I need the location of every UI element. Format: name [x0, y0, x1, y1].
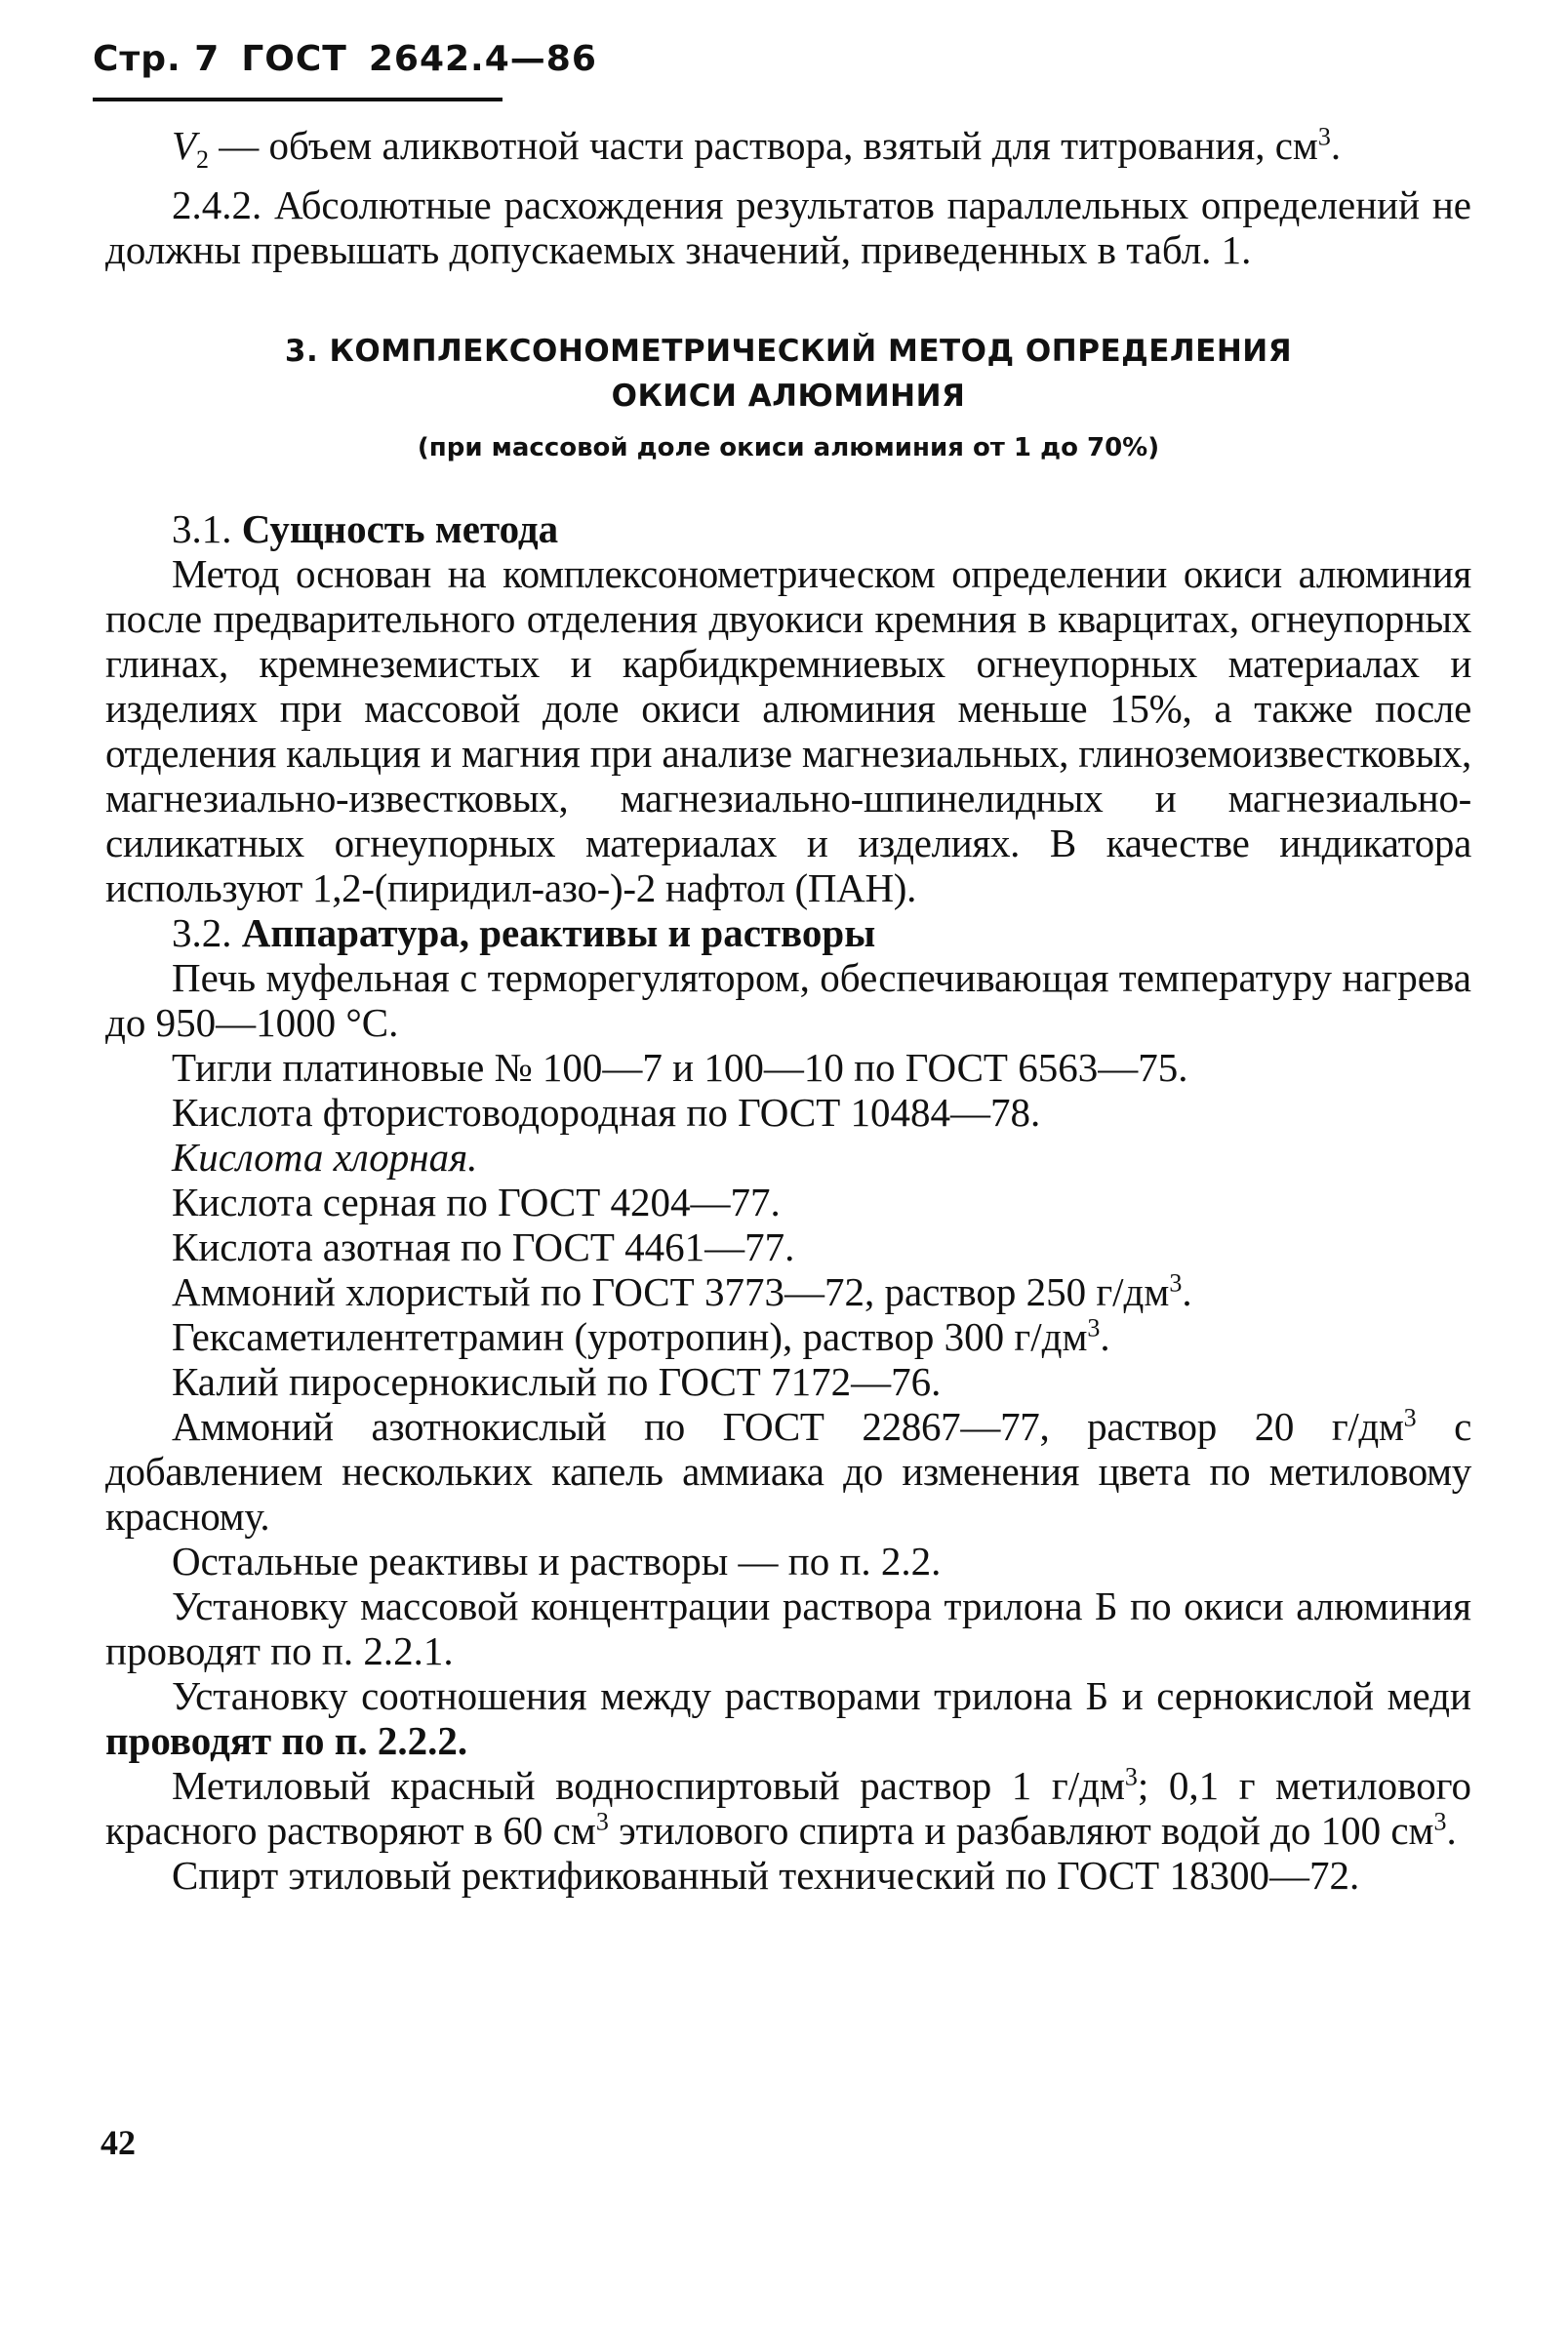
item-hydrofluoric-acid: Кислота фтористоводородная по ГОСТ 10484—78.: [172, 1090, 1041, 1136]
header-rule: [93, 98, 503, 101]
section-3-subtitle: (при массовой доле окиси алюминия от 1 до 70%): [417, 433, 1160, 463]
item-methyl-red: Метиловый красный водноспиртовый раствор 1 $г/дм^3$; 0,1 г метилового красного растворяют в 60 $см^3$ этилового спирта и разбавляют водой до 100 $см^3$.: [105, 1762, 1471, 1854]
item-trilon-concentration: Установку массовой концентрации раствора трилона Б по окиси алюминия проводят по п. 2.2.1.: [105, 1583, 1471, 1674]
item-trilon-ratio: Установку соотношения между растворами трилона Б и сернокислой меди проводят по п. 2.2.2.: [105, 1673, 1471, 1764]
page-header: [93, 39, 597, 79]
item-furnace: Печь муфельная с терморегулятором, обеспечивающая температуру нагрева до 950—1000 °С.: [105, 955, 1471, 1046]
paragraph-method-essence: Метод основан на комплексонометрическом определении окиси алюминия после предварительного отделения двуокиси кремния в кварцитах, огнеупорных глинах, кремнеземистых и карбидкремниевых огнеупорных материалах и изделиях при массовой доле окиси алюминия меньше 15%, а также после отделения кальция и магния при анализе магнезиальных, глиноземоизвестковых, магнезиально-известковых, магнезиально-шпинелидных и магнезиально-силикатных огнеупорных материалах и изделиях. В качестве индикатора используют 1,2-(пиридил-азо-)-2 нафтол (ПАН).: [105, 551, 1471, 911]
header-standard: ГОСТ: [241, 39, 347, 79]
item-perchloric-acid: Кислота хлорная.: [172, 1135, 478, 1181]
subsection-3-1-title: Сущность метода: [241, 506, 559, 552]
section-3-title-line-2: ОКИСИ АЛЮМИНИЯ: [611, 379, 966, 415]
item-other-reagents: Остальные реактивы и растворы — по п. 2.2.: [172, 1539, 942, 1584]
paragraph-2-4-2: 2.4.2. Абсолютные расхождения результатов параллельных определений не должны превышать допускаемых значений, приведенных в табл. 1.: [105, 182, 1471, 273]
document-body: [105, 123, 1471, 1898]
section-3-title-line-1: 3. КОМПЛЕКСОНОМЕТРИЧЕСКИЙ МЕТОД ОПРЕДЕЛЕНИЯ: [284, 334, 1293, 370]
item-nitric-acid: Кислота азотная по ГОСТ 4461—77.: [172, 1224, 795, 1270]
item-ethanol: Спирт этиловый ректификованный технический по ГОСТ 18300—72.: [172, 1853, 1360, 1899]
item-potassium-pyrosulfate: Калий пиросернокислый по ГОСТ 7172—76.: [172, 1359, 942, 1405]
subsection-3-1-heading: 3.1. Сущность метода: [172, 506, 559, 552]
subsection-3-2-heading: 3.2. Аппаратура, реактивы и растворы: [172, 910, 876, 956]
item-hexamine: Гексаметилентетрамин (уротропин), раствор 300 $г/дм^3$.: [172, 1313, 1110, 1360]
item-ammonium-chloride: Аммоний хлористый по ГОСТ 3773—72, раствор 250 $г/дм^3$.: [172, 1268, 1192, 1315]
header-standard-number: 2642.4—86: [368, 39, 597, 79]
item-ammonium-nitrate: Аммоний азотнокислый по ГОСТ 22867—77, раствор 20 $г/дм^3$ с добавлением нескольких капель аммиака до изменения цвета по метиловому красному.: [105, 1403, 1471, 1540]
variable-v2: $V_2$: [172, 123, 210, 175]
section-3-heading: [105, 329, 1471, 467]
item-sulfuric-acid: Кислота серная по ГОСТ 4204—77.: [172, 1180, 781, 1225]
page-number: 42: [101, 2123, 136, 2162]
subsection-3-2-title: Аппаратура, реактивы и растворы: [241, 910, 876, 956]
item-crucibles: Тигли платиновые № 100—7 и 100—10 по ГОСТ 6563—75.: [172, 1045, 1188, 1091]
paragraph-v2-definition: $V_2$ — объем аликвотной части раствора, взятый для титрования, $см^3$.: [172, 122, 1342, 175]
header-page-label: Стр. 7: [93, 39, 221, 79]
